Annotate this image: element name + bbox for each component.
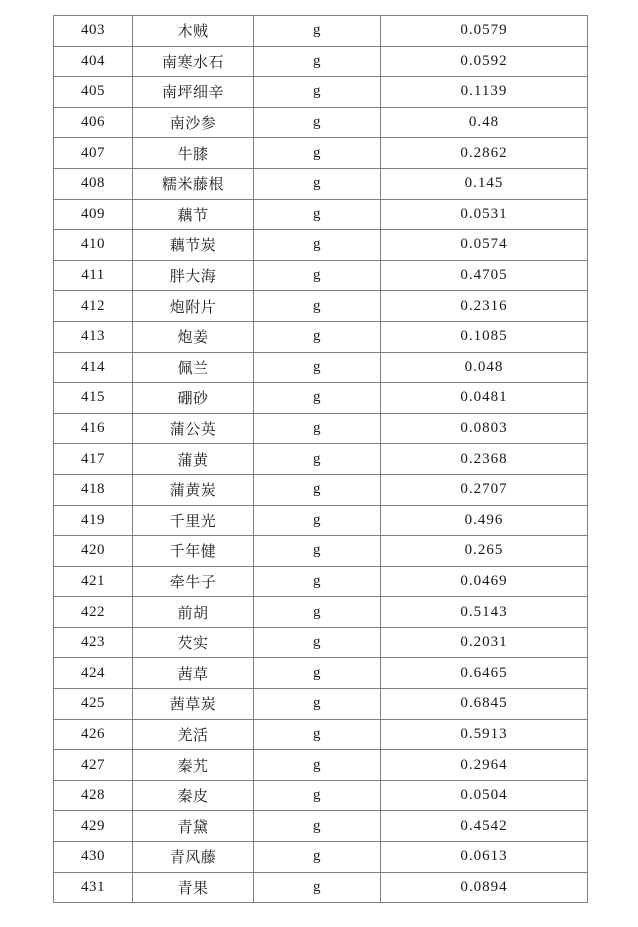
unit-cell: g [254,352,381,383]
herb-name-cell: 糯米藤根 [133,168,254,199]
table-row [54,260,588,291]
table-row [54,168,588,199]
herb-name-cell: 藕节炭 [133,230,254,261]
row-number-cell: 430 [54,842,133,873]
value-cell: 0.0803 [381,413,588,444]
table-row [54,46,588,77]
table-row [54,352,588,383]
value-cell: 0.1139 [381,77,588,108]
row-number-cell: 410 [54,230,133,261]
herb-name-cell: 青风藤 [133,842,254,873]
herb-name-cell: 炮附片 [133,291,254,322]
unit-cell: g [254,689,381,720]
row-number-cell: 427 [54,750,133,781]
value-cell: 0.1085 [381,321,588,352]
table-row [54,474,588,505]
row-number-cell: 421 [54,566,133,597]
value-cell: 0.0531 [381,199,588,230]
value-cell: 0.5913 [381,719,588,750]
herb-name-cell: 炮姜 [133,321,254,352]
row-number-cell: 403 [54,16,133,47]
herb-name-cell: 茜草炭 [133,689,254,720]
value-cell: 0.0481 [381,383,588,414]
value-cell: 0.2316 [381,291,588,322]
value-cell: 0.0579 [381,16,588,47]
row-number-cell: 420 [54,536,133,567]
value-cell: 0.0894 [381,872,588,903]
unit-cell: g [254,107,381,138]
herb-name-cell: 秦皮 [133,780,254,811]
unit-cell: g [254,77,381,108]
value-cell: 0.2964 [381,750,588,781]
unit-cell: g [254,138,381,169]
herb-name-cell: 木贼 [133,16,254,47]
unit-cell: g [254,658,381,689]
unit-cell: g [254,16,381,47]
herb-name-cell: 蒲黄 [133,444,254,475]
row-number-cell: 411 [54,260,133,291]
value-cell: 0.265 [381,536,588,567]
value-cell: 0.2862 [381,138,588,169]
value-cell: 0.2707 [381,474,588,505]
row-number-cell: 408 [54,168,133,199]
row-number-cell: 418 [54,474,133,505]
herb-name-cell: 千年健 [133,536,254,567]
unit-cell: g [254,168,381,199]
table-row [54,627,588,658]
row-number-cell: 425 [54,689,133,720]
unit-cell: g [254,260,381,291]
value-cell: 0.4705 [381,260,588,291]
table-row [54,77,588,108]
unit-cell: g [254,383,381,414]
herb-name-cell: 蒲黄炭 [133,474,254,505]
row-number-cell: 422 [54,597,133,628]
row-number-cell: 406 [54,107,133,138]
row-number-cell: 417 [54,444,133,475]
herb-name-cell: 前胡 [133,597,254,628]
value-cell: 0.6845 [381,689,588,720]
table-row [54,842,588,873]
row-number-cell: 426 [54,719,133,750]
herb-name-cell: 芡实 [133,627,254,658]
row-number-cell: 407 [54,138,133,169]
table-row [54,291,588,322]
unit-cell: g [254,566,381,597]
table-row [54,107,588,138]
table-row [54,321,588,352]
unit-cell: g [254,719,381,750]
value-cell: 0.4542 [381,811,588,842]
row-number-cell: 428 [54,780,133,811]
value-cell: 0.5143 [381,597,588,628]
value-cell: 0.48 [381,107,588,138]
row-number-cell: 409 [54,199,133,230]
table-row [54,658,588,689]
value-cell: 0.145 [381,168,588,199]
table-row [54,872,588,903]
unit-cell: g [254,627,381,658]
value-cell: 0.2031 [381,627,588,658]
table-row [54,597,588,628]
herb-name-cell: 秦艽 [133,750,254,781]
unit-cell: g [254,780,381,811]
value-cell: 0.048 [381,352,588,383]
table-row [54,16,588,47]
herb-name-cell: 南寒水石 [133,46,254,77]
row-number-cell: 413 [54,321,133,352]
unit-cell: g [254,872,381,903]
unit-cell: g [254,291,381,322]
unit-cell: g [254,842,381,873]
unit-cell: g [254,474,381,505]
unit-cell: g [254,46,381,77]
herb-name-cell: 佩兰 [133,352,254,383]
unit-cell: g [254,413,381,444]
herb-name-cell: 青果 [133,872,254,903]
table-row [54,444,588,475]
herb-name-cell: 千里光 [133,505,254,536]
unit-cell: g [254,750,381,781]
unit-cell: g [254,536,381,567]
row-number-cell: 419 [54,505,133,536]
value-cell: 0.2368 [381,444,588,475]
herb-name-cell: 牛膝 [133,138,254,169]
table-row [54,689,588,720]
herb-name-cell: 牵牛子 [133,566,254,597]
unit-cell: g [254,597,381,628]
unit-cell: g [254,505,381,536]
table-row [54,199,588,230]
row-number-cell: 415 [54,383,133,414]
value-cell: 0.0592 [381,46,588,77]
table-row [54,505,588,536]
table-row [54,566,588,597]
row-number-cell: 412 [54,291,133,322]
herb-name-cell: 胖大海 [133,260,254,291]
unit-cell: g [254,444,381,475]
row-number-cell: 423 [54,627,133,658]
value-cell: 0.0469 [381,566,588,597]
table-row [54,383,588,414]
table-row [54,719,588,750]
row-number-cell: 405 [54,77,133,108]
table-row [54,780,588,811]
unit-cell: g [254,321,381,352]
herb-name-cell: 南坪细辛 [133,77,254,108]
herb-name-cell: 茜草 [133,658,254,689]
herb-name-cell: 蒲公英 [133,413,254,444]
table-row [54,811,588,842]
value-cell: 0.6465 [381,658,588,689]
value-cell: 0.0613 [381,842,588,873]
row-number-cell: 414 [54,352,133,383]
table-row [54,536,588,567]
value-cell: 0.0504 [381,780,588,811]
unit-cell: g [254,811,381,842]
table-row [54,413,588,444]
row-number-cell: 431 [54,872,133,903]
herb-data-table [53,15,588,903]
row-number-cell: 429 [54,811,133,842]
row-number-cell: 424 [54,658,133,689]
herb-name-cell: 羌活 [133,719,254,750]
table-row [54,750,588,781]
herb-name-cell: 南沙参 [133,107,254,138]
herb-name-cell: 硼砂 [133,383,254,414]
unit-cell: g [254,199,381,230]
unit-cell: g [254,230,381,261]
table-row [54,138,588,169]
table-body [54,16,588,903]
herb-name-cell: 藕节 [133,199,254,230]
row-number-cell: 404 [54,46,133,77]
table-row [54,230,588,261]
value-cell: 0.496 [381,505,588,536]
herb-name-cell: 青黛 [133,811,254,842]
row-number-cell: 416 [54,413,133,444]
value-cell: 0.0574 [381,230,588,261]
